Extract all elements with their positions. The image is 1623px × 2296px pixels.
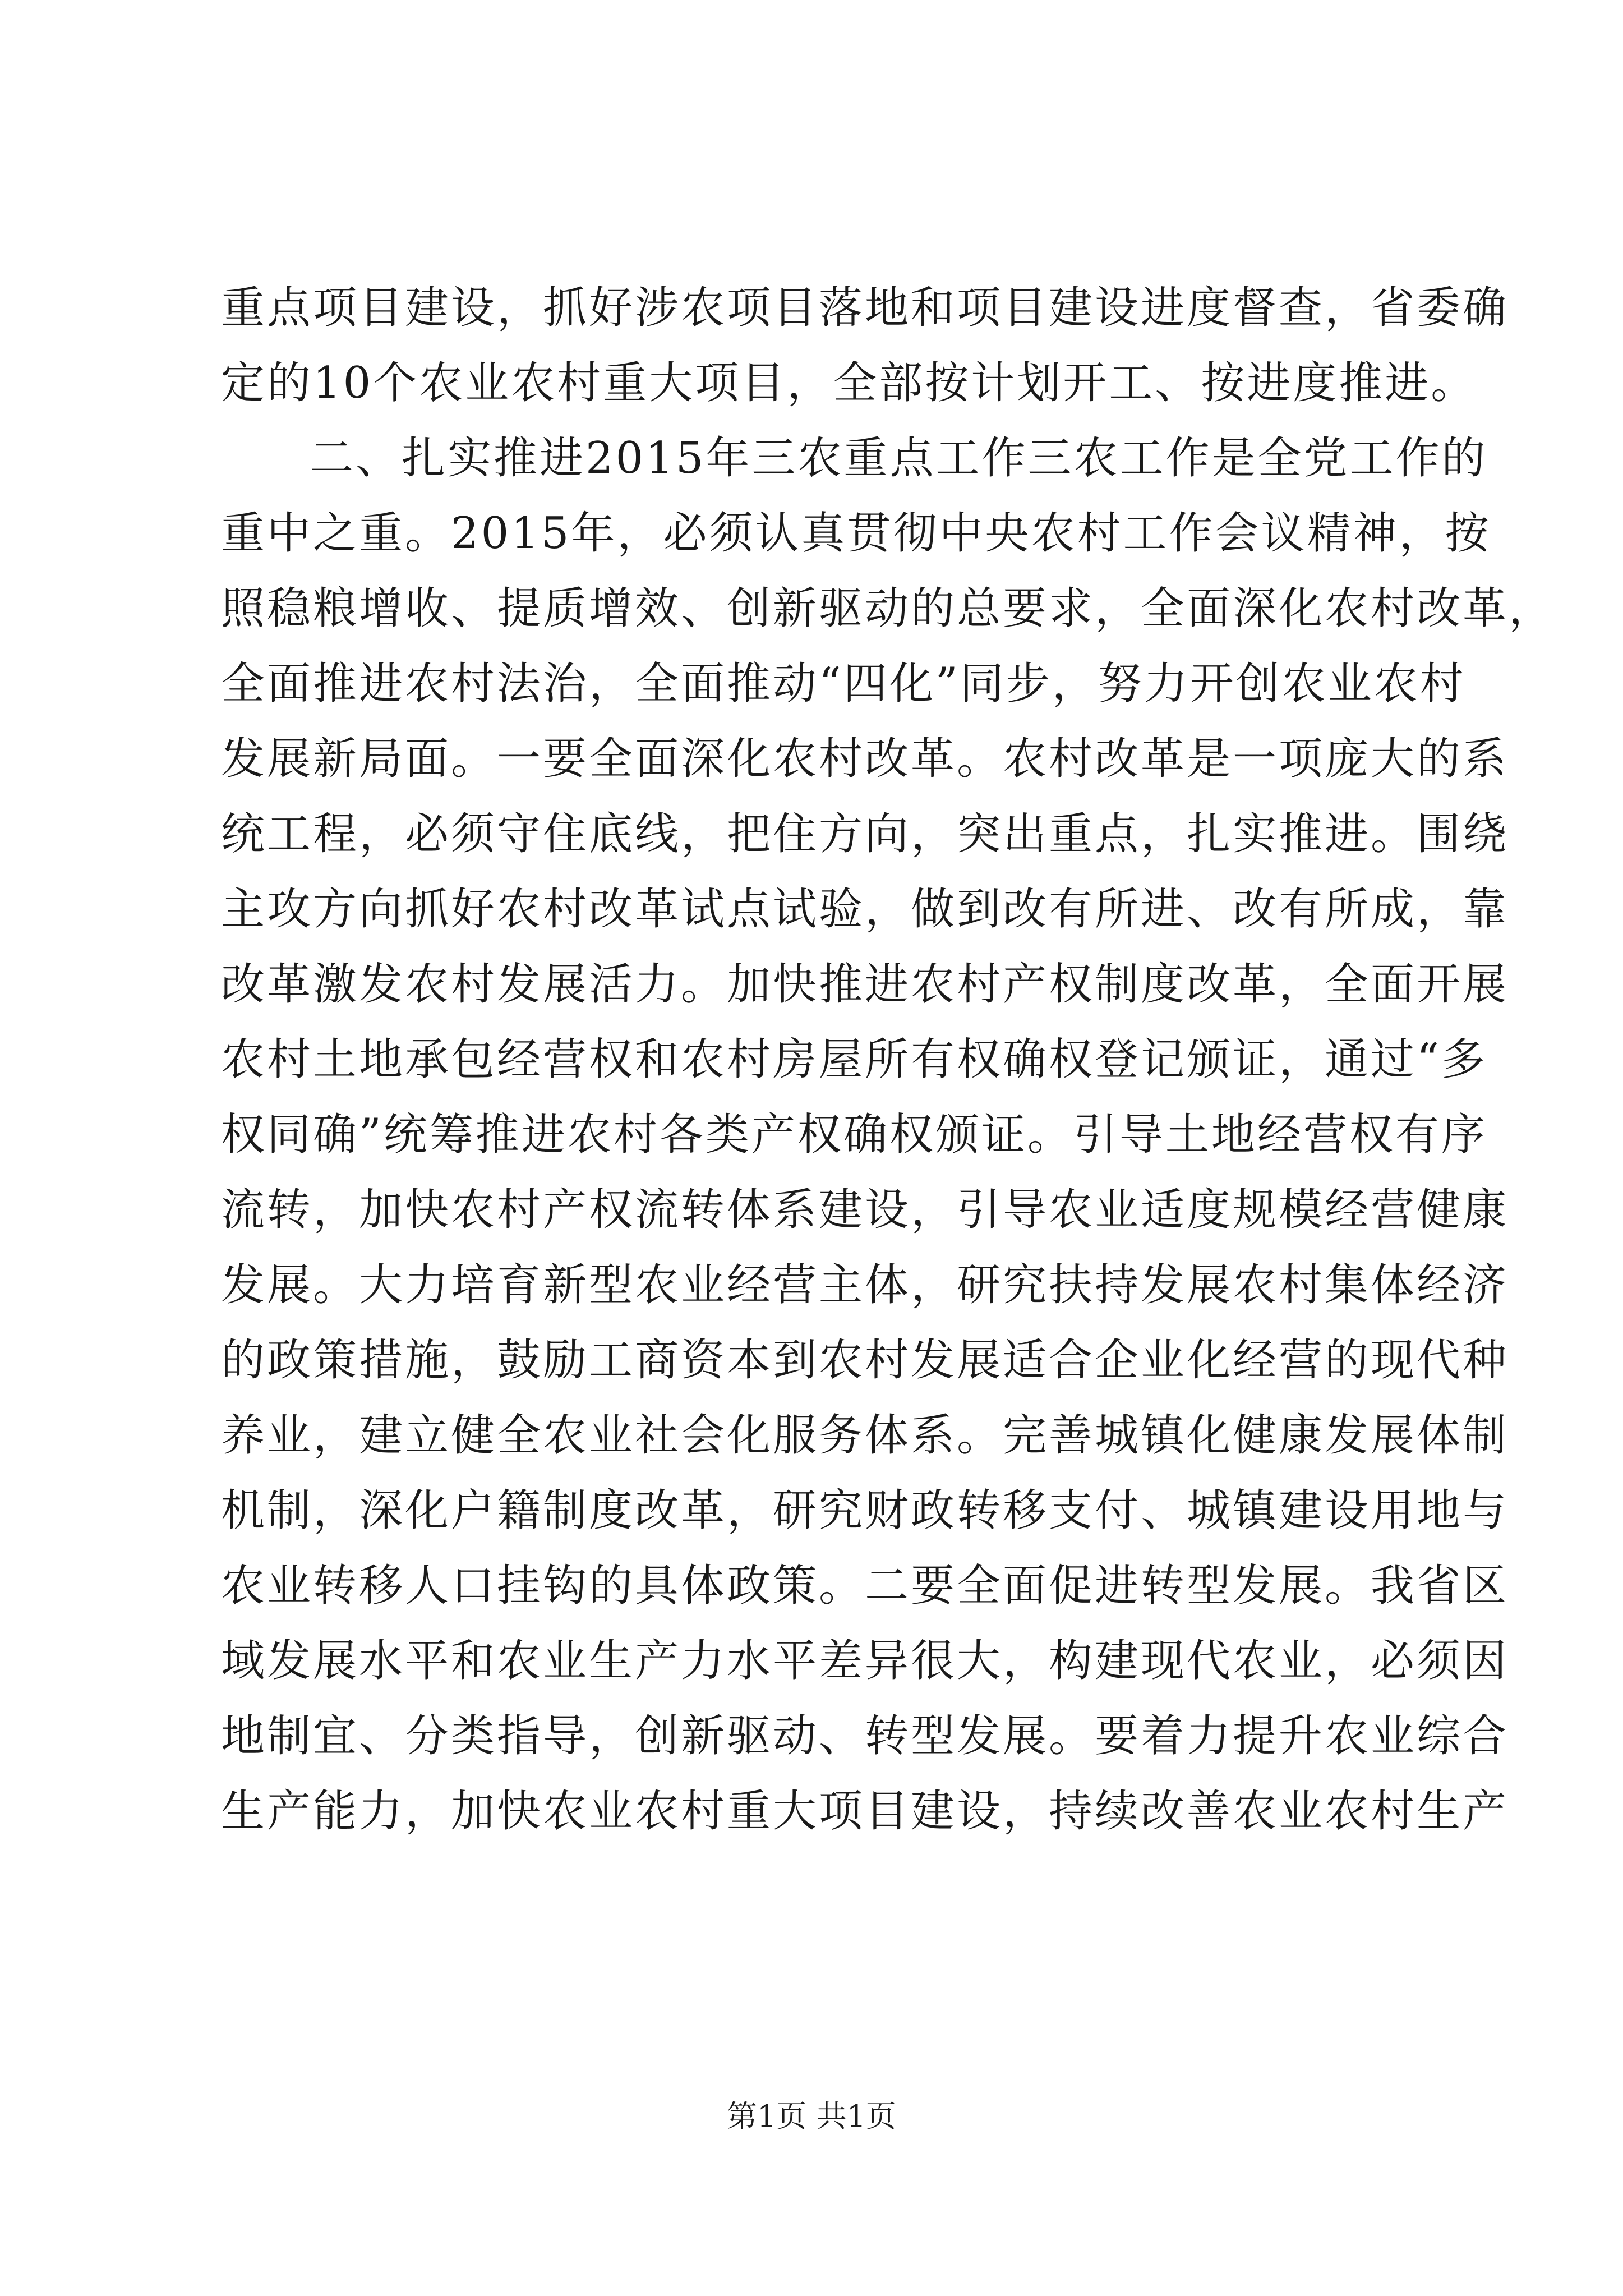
text-line: 农村土地承包经营权和农村房屋所有权确权登记颁证，通过“多	[221, 1034, 1487, 1085]
text-line: 发展新局面。一要全面深化农村改革。农村改革是一项庞大的系	[221, 734, 1509, 784]
paragraph-2	[221, 421, 1555, 1849]
text-line: 主攻方向抓好农村改革试点试验，做到改有所进、改有所成，靠	[221, 884, 1509, 935]
text-line: 重中之重。2015年，必须认真贯彻中央农村工作会议精神，按	[221, 508, 1491, 559]
document-body	[221, 270, 1555, 1849]
text-line: 照稳粮增收、提质增效、创新驱动的总要求，全面深化农村改革，	[221, 583, 1555, 634]
text-line: 域发展水平和农业生产力水平差异很大，构建现代农业，必须因	[221, 1636, 1509, 1686]
text-line: 定的10个农业农村重大项目，全部按计划开工、按进度推进。	[221, 358, 1477, 408]
text-line: 养业，建立健全农业社会化服务体系。完善城镇化健康发展体制	[221, 1410, 1509, 1461]
text-line: 改革激发农村发展活力。加快推进农村产权制度改革，全面开展	[221, 959, 1509, 1010]
text-line: 发展。大力培育新型农业经营主体，研究扶持发展农村集体经济	[221, 1260, 1509, 1310]
paragraph-1	[221, 270, 1509, 421]
text-line: 二、扎实推进2015年三农重点工作三农工作是全党工作的	[310, 433, 1488, 484]
text-line: 农业转移人口挂钩的具体政策。二要全面促进转型发展。我省区	[221, 1561, 1509, 1611]
text-line: 流转，加快农村产权流转体系建设，引导农业适度规模经营健康	[221, 1185, 1509, 1235]
text-line: 重点项目建设，抓好涉农项目落地和项目建设进度督查，省委确	[221, 283, 1509, 333]
text-line: 机制，深化户籍制度改革，研究财政转移支付、城镇建设用地与	[221, 1485, 1509, 1536]
text-line: 的政策措施，鼓励工商资本到农村发展适合企业化经营的现代种	[221, 1335, 1509, 1386]
page-number-footer: 第1页 共1页	[727, 2099, 896, 2134]
text-line: 权同确”统筹推进农村各类产权确权颁证。引导土地经营权有序	[221, 1110, 1487, 1160]
text-line: 全面推进农村法治，全面推动“四化”同步，努力开创农业农村	[221, 659, 1466, 709]
text-line: 生产能力，加快农业农村重大项目建设，持续改善农业农村生产	[221, 1786, 1509, 1837]
text-line: 统工程，必须守住底线，把住方向，突出重点，扎实推进。围绕	[221, 809, 1509, 859]
text-line: 地制宜、分类指导，创新驱动、转型发展。要着力提升农业综合	[221, 1711, 1509, 1761]
